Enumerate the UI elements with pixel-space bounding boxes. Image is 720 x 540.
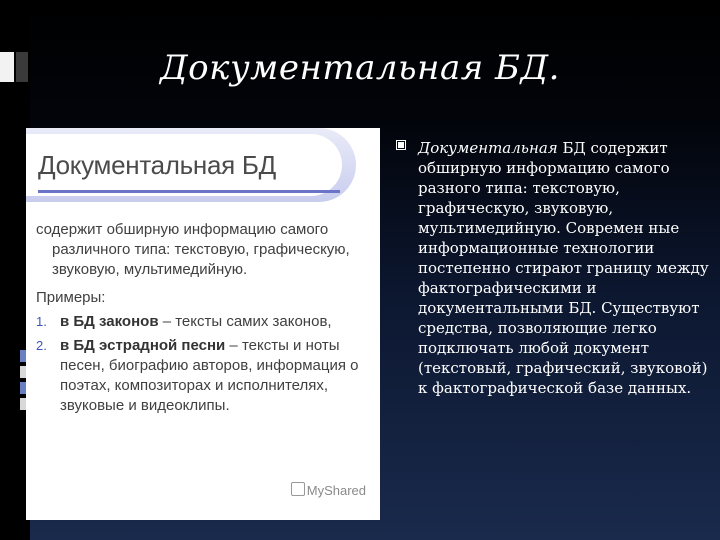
watermark-text: MyShared: [306, 483, 366, 498]
square-bullet-icon: [396, 140, 406, 150]
slide-title: Документальная БД.: [160, 48, 560, 88]
card-body: [36, 220, 372, 420]
list-item: [36, 336, 372, 416]
card-examples-label: Примеры:: [36, 289, 106, 306]
bullet-lead-word: Документальная: [418, 139, 558, 157]
card-examples-list: [36, 312, 372, 416]
bullet-text-block: [396, 138, 714, 398]
list-item: [36, 312, 372, 332]
card-intro-continuation: различного типа: текстовую, графическую, звуковую, мультимедийную.: [52, 241, 350, 278]
list-item-bold: в БД эстрадной песни: [60, 337, 226, 354]
list-item-text: – тексты и ноты песен, биографию авторов, информация о поэтах, композиторах и исполнителях, звуковые и видеоклипы.: [60, 337, 359, 414]
bullet-body-text: БД содержит обширную информацию самого разного типа: текстовую, графическую, звуковую, мультимедийную. Современ ные информационные технологии постепенно стирают границу между фактографическими и документальными БД. Существуют средства, позволяющие легко подключать любой документ (текстовый, графический, звуковой) к фактографической базе данных.: [418, 139, 714, 397]
card-title: Документальная БД: [38, 150, 276, 180]
watermark: [291, 482, 366, 498]
watermark-icon: [291, 482, 305, 496]
list-item-number: 1.: [36, 314, 47, 329]
bullet-paragraph: [418, 138, 714, 398]
embedded-picture-card: [26, 128, 380, 520]
list-item-number: 2.: [36, 338, 47, 353]
card-title-underline: [38, 190, 340, 193]
list-item-text: – тексты самих законов,: [158, 313, 332, 330]
card-intro-first-line: содержит обширную информацию самого: [36, 221, 329, 238]
list-item-bold: в БД законов: [60, 313, 159, 330]
